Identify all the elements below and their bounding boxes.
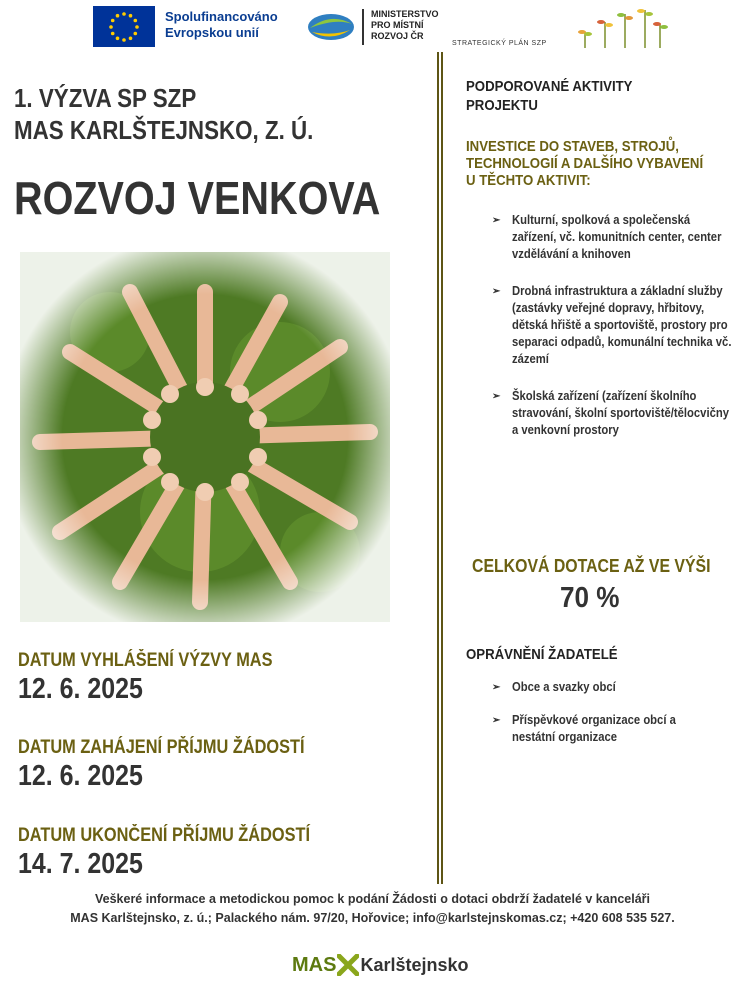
- column-divider: [437, 52, 443, 884]
- applicant-text: Příspěvkové organizace obcí a nestátní organizace: [512, 713, 676, 744]
- invest-line1: INVESTICE DO STAVEB, STROJŮ,: [466, 138, 679, 155]
- activity-text: Školská zařízení (zařízení školního stravování, školní sportoviště/tělocvičny a venkovní prostory: [512, 389, 729, 437]
- mmr-logo-icon: [306, 12, 356, 42]
- invest-line2: TECHNOLOGIÍ A DALŠÍHO VYBAVENÍ: [466, 155, 704, 172]
- arrow-bullet-icon: ➢: [492, 215, 501, 226]
- activities-heading: [466, 77, 736, 115]
- applicants-list: [492, 679, 737, 746]
- szp-plants-icon: [570, 4, 670, 48]
- mmr-label: [371, 9, 461, 42]
- date-label: DATUM ZAHÁJENÍ PŘÍJMU ŽÁDOSTÍ: [18, 737, 305, 758]
- eu-cofinanced-label: [165, 9, 278, 41]
- arrow-bullet-icon: ➢: [492, 715, 501, 726]
- header-logos: [0, 0, 745, 52]
- start-date: [18, 737, 351, 793]
- page-title: ROZVOJ VENKOVA: [14, 172, 381, 224]
- call-title: [14, 82, 313, 146]
- activities-heading-line1: PODPOROVANÉ AKTIVITY: [466, 78, 633, 95]
- activity-text: Kulturní, spolková a společenská zařízení, vč. komunitních center, center vzdělávání a knihoven: [512, 213, 722, 261]
- activities-list: [492, 212, 737, 439]
- date-value: 12. 6. 2025: [18, 673, 143, 705]
- mas-x-icon: [337, 954, 359, 976]
- mmr-line1: MINISTERSTVO: [371, 9, 439, 19]
- subsidy-label: CELKOVÁ DOTACE AŽ VE VÝŠI: [472, 556, 711, 576]
- list-item: [492, 712, 737, 746]
- end-date: [18, 825, 358, 881]
- mas-logo-mas: MAS: [292, 953, 337, 976]
- contact-line1: Veškeré informace a metodickou pomoc k podání Žádosti o dotaci obdrží žadatelé v kanceláři: [94, 892, 651, 906]
- date-label: DATUM UKONČENÍ PŘÍJMU ŽÁDOSTÍ: [18, 825, 311, 846]
- arrow-bullet-icon: ➢: [492, 682, 501, 693]
- contact-line2: MAS Karlštejnsko, z. ú.; Palackého nám. 97/20, Hořovice; info@karlstejnskomas.cz; +420 608 535 527.: [70, 911, 675, 925]
- call-number: 1. VÝZVA SP SZP: [14, 83, 197, 113]
- organization-name: MAS KARLŠTEJNSKO, Z. Ú.: [14, 115, 314, 145]
- mmr-line2: PRO MÍSTNÍ: [371, 20, 424, 30]
- mas-karlstejnsko-logo: [292, 950, 469, 980]
- activities-heading-line2: PROJEKTU: [466, 97, 538, 114]
- mas-logo-name: Karlštejnsko: [360, 954, 469, 975]
- arrow-bullet-icon: ➢: [492, 391, 501, 402]
- eu-label-line1: Spolufinancováno: [165, 9, 278, 24]
- contact-info: [0, 890, 745, 928]
- activity-text: Drobná infrastruktura a základní služby (zastávky veřejné dopravy, hřbitovy, dětská hřiště a sportoviště, prostory pro separaci odpadů, komunální technika vč. zázemí: [512, 284, 732, 366]
- list-item: [492, 679, 737, 696]
- applicant-text: Obce a svazky obcí: [512, 680, 616, 694]
- eu-label-line2: Evropskou unií: [165, 25, 259, 40]
- list-item: [492, 388, 737, 439]
- date-value: 14. 7. 2025: [18, 848, 143, 880]
- mmr-line3: ROZVOJ ČR: [371, 31, 424, 41]
- hands-circle-photo: [20, 252, 390, 622]
- date-value: 12. 6. 2025: [18, 760, 143, 792]
- announcement-date: [18, 650, 314, 706]
- arrow-bullet-icon: ➢: [492, 286, 501, 297]
- investment-heading: [466, 138, 736, 189]
- date-label: DATUM VYHLÁŠENÍ VÝZVY MAS: [18, 650, 273, 671]
- invest-line3: U TĚCHTO AKTIVIT:: [466, 172, 591, 189]
- mmr-divider: [362, 9, 364, 45]
- szp-label: STRATEGICKÝ PLÁN SZP: [452, 40, 547, 47]
- applicants-heading: [466, 645, 736, 664]
- list-item: [492, 212, 737, 263]
- eu-flag-icon: [93, 6, 155, 47]
- applicants-heading-text: OPRÁVNĚNÍ ŽADATELÉ: [466, 646, 618, 663]
- subsidy-value: 70 %: [560, 582, 620, 614]
- list-item: [492, 283, 737, 368]
